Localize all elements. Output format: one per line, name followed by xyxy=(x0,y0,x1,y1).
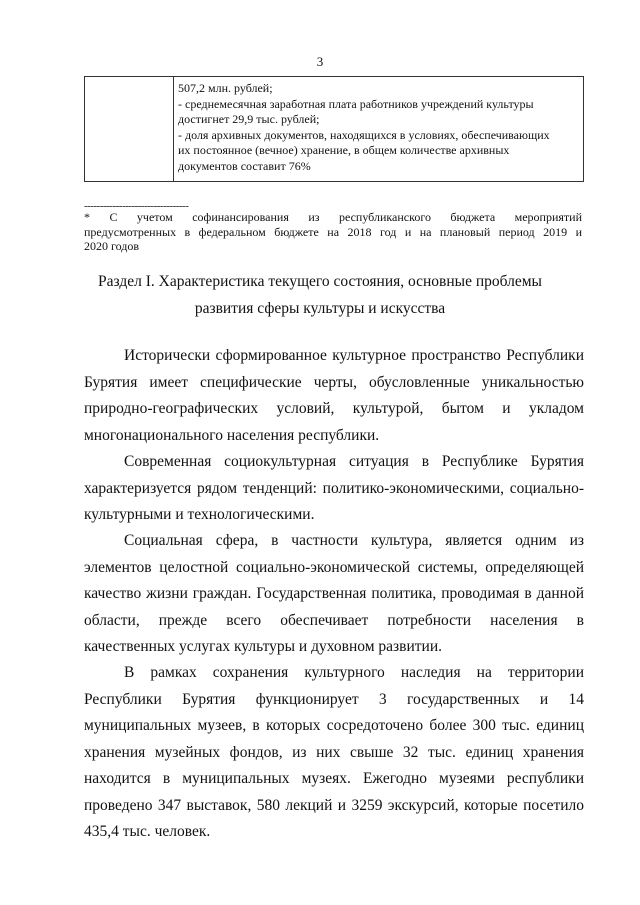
footnote-line: * С учетом софинансирования из республиканского бюджета мероприятий xyxy=(84,210,582,224)
text-line: культурными и технологическими. xyxy=(84,506,315,523)
table-line: достигнет 29,9 тыс. рублей; xyxy=(178,112,320,126)
text-line: 435,4 тыс. человек. xyxy=(84,823,211,840)
text-line: Социальная сфера, в частности культура, является одним из xyxy=(124,532,584,549)
text-line: области, прежде всего обеспечивает потребности населения в xyxy=(84,611,584,629)
section-heading-line2: развития сферы культуры и искусства xyxy=(194,300,446,317)
text-line: В рамках сохранения культурного наследия на территории xyxy=(124,664,584,681)
footnote xyxy=(84,210,582,254)
text-line: качество жизни граждан. Государственная политика, проводимая в данной xyxy=(84,585,584,602)
text-line: находится в муниципальных музеях. Ежегодно музеями республики xyxy=(84,770,584,787)
table-line: 507,2 млн. рублей; xyxy=(178,81,273,95)
text-line: качественных услугах культуры и духовном развитии. xyxy=(84,638,443,655)
section-heading-line1: Раздел I. Характеристика текущего состояния, основные проблемы xyxy=(98,273,542,290)
page-number: 3 xyxy=(316,54,324,69)
text-line: Бурятия имеет специфические черты, обусловленные уникальностью xyxy=(84,373,584,391)
paragraph-1 xyxy=(84,343,584,449)
table-line: - доля архивных документов, находящихся в условиях, обеспечивающих xyxy=(178,127,550,142)
text-line: муниципальных музеев, в которых сосредоточено более 300 тыс. единиц xyxy=(84,717,584,734)
paragraph-4 xyxy=(84,660,584,846)
text-line: Современная социокультурная ситуация в Республике Бурятия xyxy=(124,453,584,470)
text-line: элементов целостной социально-экономической системы, определяющей xyxy=(84,558,584,576)
text-line: Исторически сформированное культурное пространство Республики xyxy=(124,347,584,364)
text-line: Республики Бурятия функционирует 3 государственных и 14 xyxy=(84,690,584,708)
text-line: характеризуется рядом тенденций: политико-экономическими, социально- xyxy=(84,479,584,497)
table-line: - среднемесячная заработная плата работников учреждений культуры xyxy=(178,96,534,111)
table-line: документов составит 76% xyxy=(178,158,311,173)
footnote-separator: --------------------------------- xyxy=(84,200,189,212)
text-line: многонационального населения республики. xyxy=(84,426,380,444)
text-line: природно-географических условий, культурой, бытом и укладом xyxy=(84,400,584,417)
paragraph-2 xyxy=(84,449,584,529)
table-text-cell xyxy=(174,77,583,181)
indicators-table xyxy=(84,76,584,182)
table-line: их постоянное (вечное) хранение, в общем количестве архивных xyxy=(178,143,510,157)
footnote-line: предусмотренных в федеральном бюджете на 2018 год и на плановый период 2019 и xyxy=(84,224,582,239)
paragraph-3 xyxy=(84,528,584,661)
text-line: проведено 347 выставок, 580 лекций и 3259 экскурсий, которые посетило xyxy=(84,796,584,814)
table-empty-cell xyxy=(85,77,174,181)
text-line: хранения музейных фондов, из них свыше 32 тыс. единиц хранения xyxy=(84,743,584,761)
footnote-line: 2020 годов xyxy=(84,239,140,253)
